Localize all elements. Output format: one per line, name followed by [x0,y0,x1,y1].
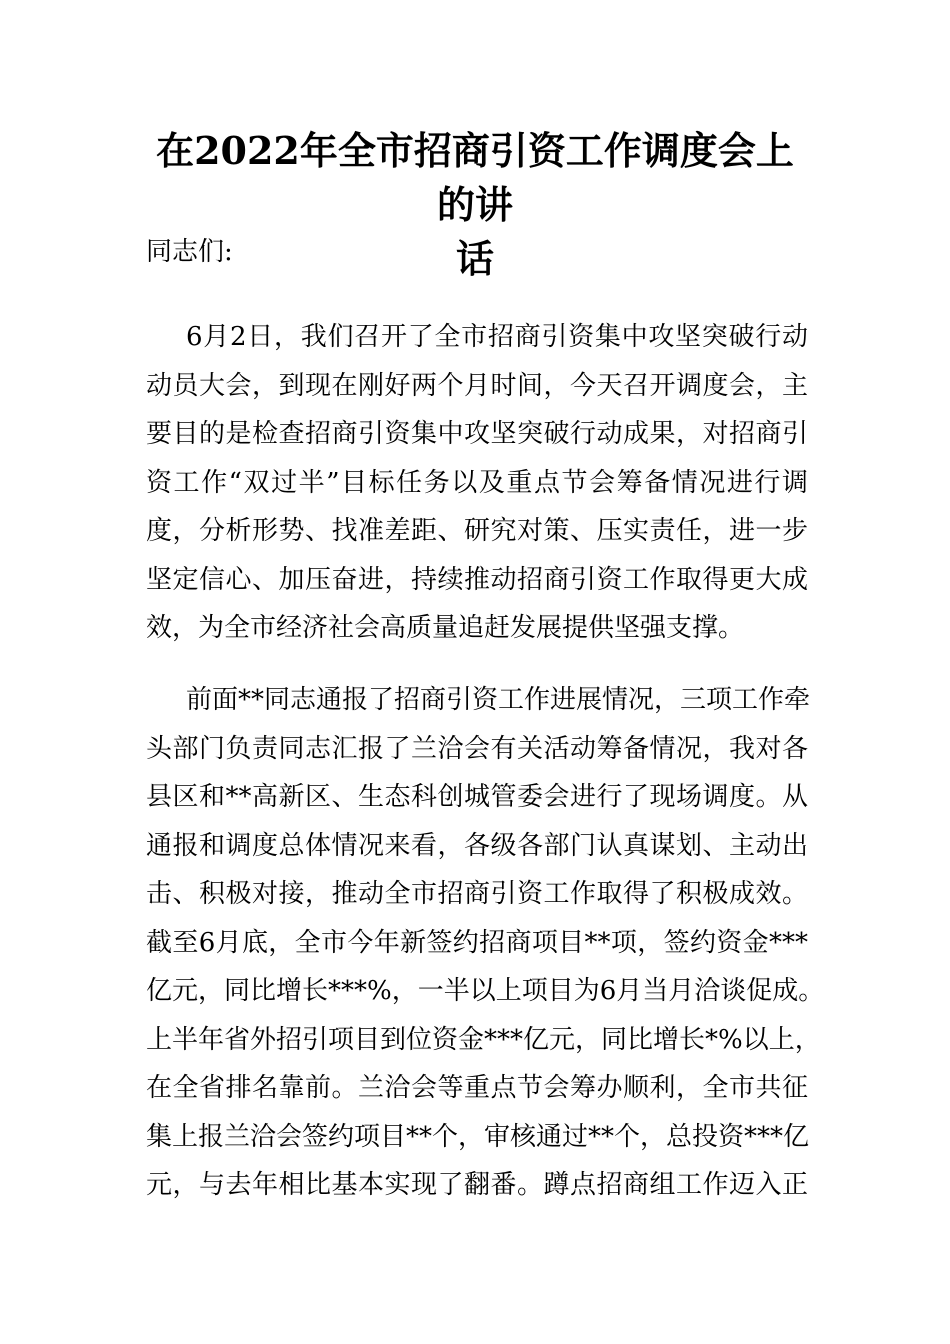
paragraph-1 [146,313,808,653]
paragraph-line: 亿元，同比增长***%，一半以上项目为6月当月洽谈促成。 [146,976,825,1006]
paragraph-line: 头部门负责同志汇报了兰洽会有关活动筹备情况，我对各 [146,733,808,764]
paragraph-line: 上半年省外招引项目到位资金***亿元，同比增长*%以上， [146,1024,821,1055]
paragraph-2 [146,676,825,1210]
paragraph-line: 度，分析形势、找准差距、研究对策、压实责任，进一步 [146,516,808,546]
paragraph-line: 击、积极对接，推动全市招商引资工作取得了积极成效。 [146,879,808,909]
paragraph-line: 坚定信心、加压奋进，持续推动招商引资工作取得更大成 [146,564,808,595]
paragraph-line: 集上报兰洽会签约项目**个，审核通过**个，总投资***亿 [146,1121,810,1152]
paragraph-line: 效，为全市经济社会高质量追赶发展提供坚强支撑。 [146,613,745,643]
paragraph-line: 前面**同志通报了招商引资工作进展情况，三项工作牵 [186,685,811,715]
paragraph-line: 县区和**高新区、生态科创城管委会进行了现场调度。从 [146,782,808,812]
paragraph-line: 在全省排名靠前。兰洽会等重点节会筹办顺利，全市共征 [146,1073,808,1103]
paragraph-line: 6月2日，我们召开了全市招商引资集中攻坚突破行动 [186,322,808,352]
title-line-2: 话 [455,236,494,281]
title-line-1: 在2022年全市招商引资工作调度会上的讲 [156,128,794,227]
paragraph-line: 截至6月底，全市今年新签约招商项目**项，签约资金*** [146,927,808,958]
paragraph-line: 通报和调度总体情况来看，各级各部门认真谋划、主动出 [146,830,808,861]
paragraph-line: 资工作“双过半”目标任务以及重点节会筹备情况进行调 [146,467,808,498]
document-title [140,124,810,286]
paragraph-line: 元，与去年相比基本实现了翻番。蹲点招商组工作迈入正 [146,1170,808,1200]
salutation: 同志们: [146,237,233,267]
paragraph-line: 动员大会，到现在刚好两个月时间，今天召开调度会，主 [146,370,808,401]
paragraph-line: 要目的是检查招商引资集中攻坚突破行动成果，对招商引 [146,419,808,449]
